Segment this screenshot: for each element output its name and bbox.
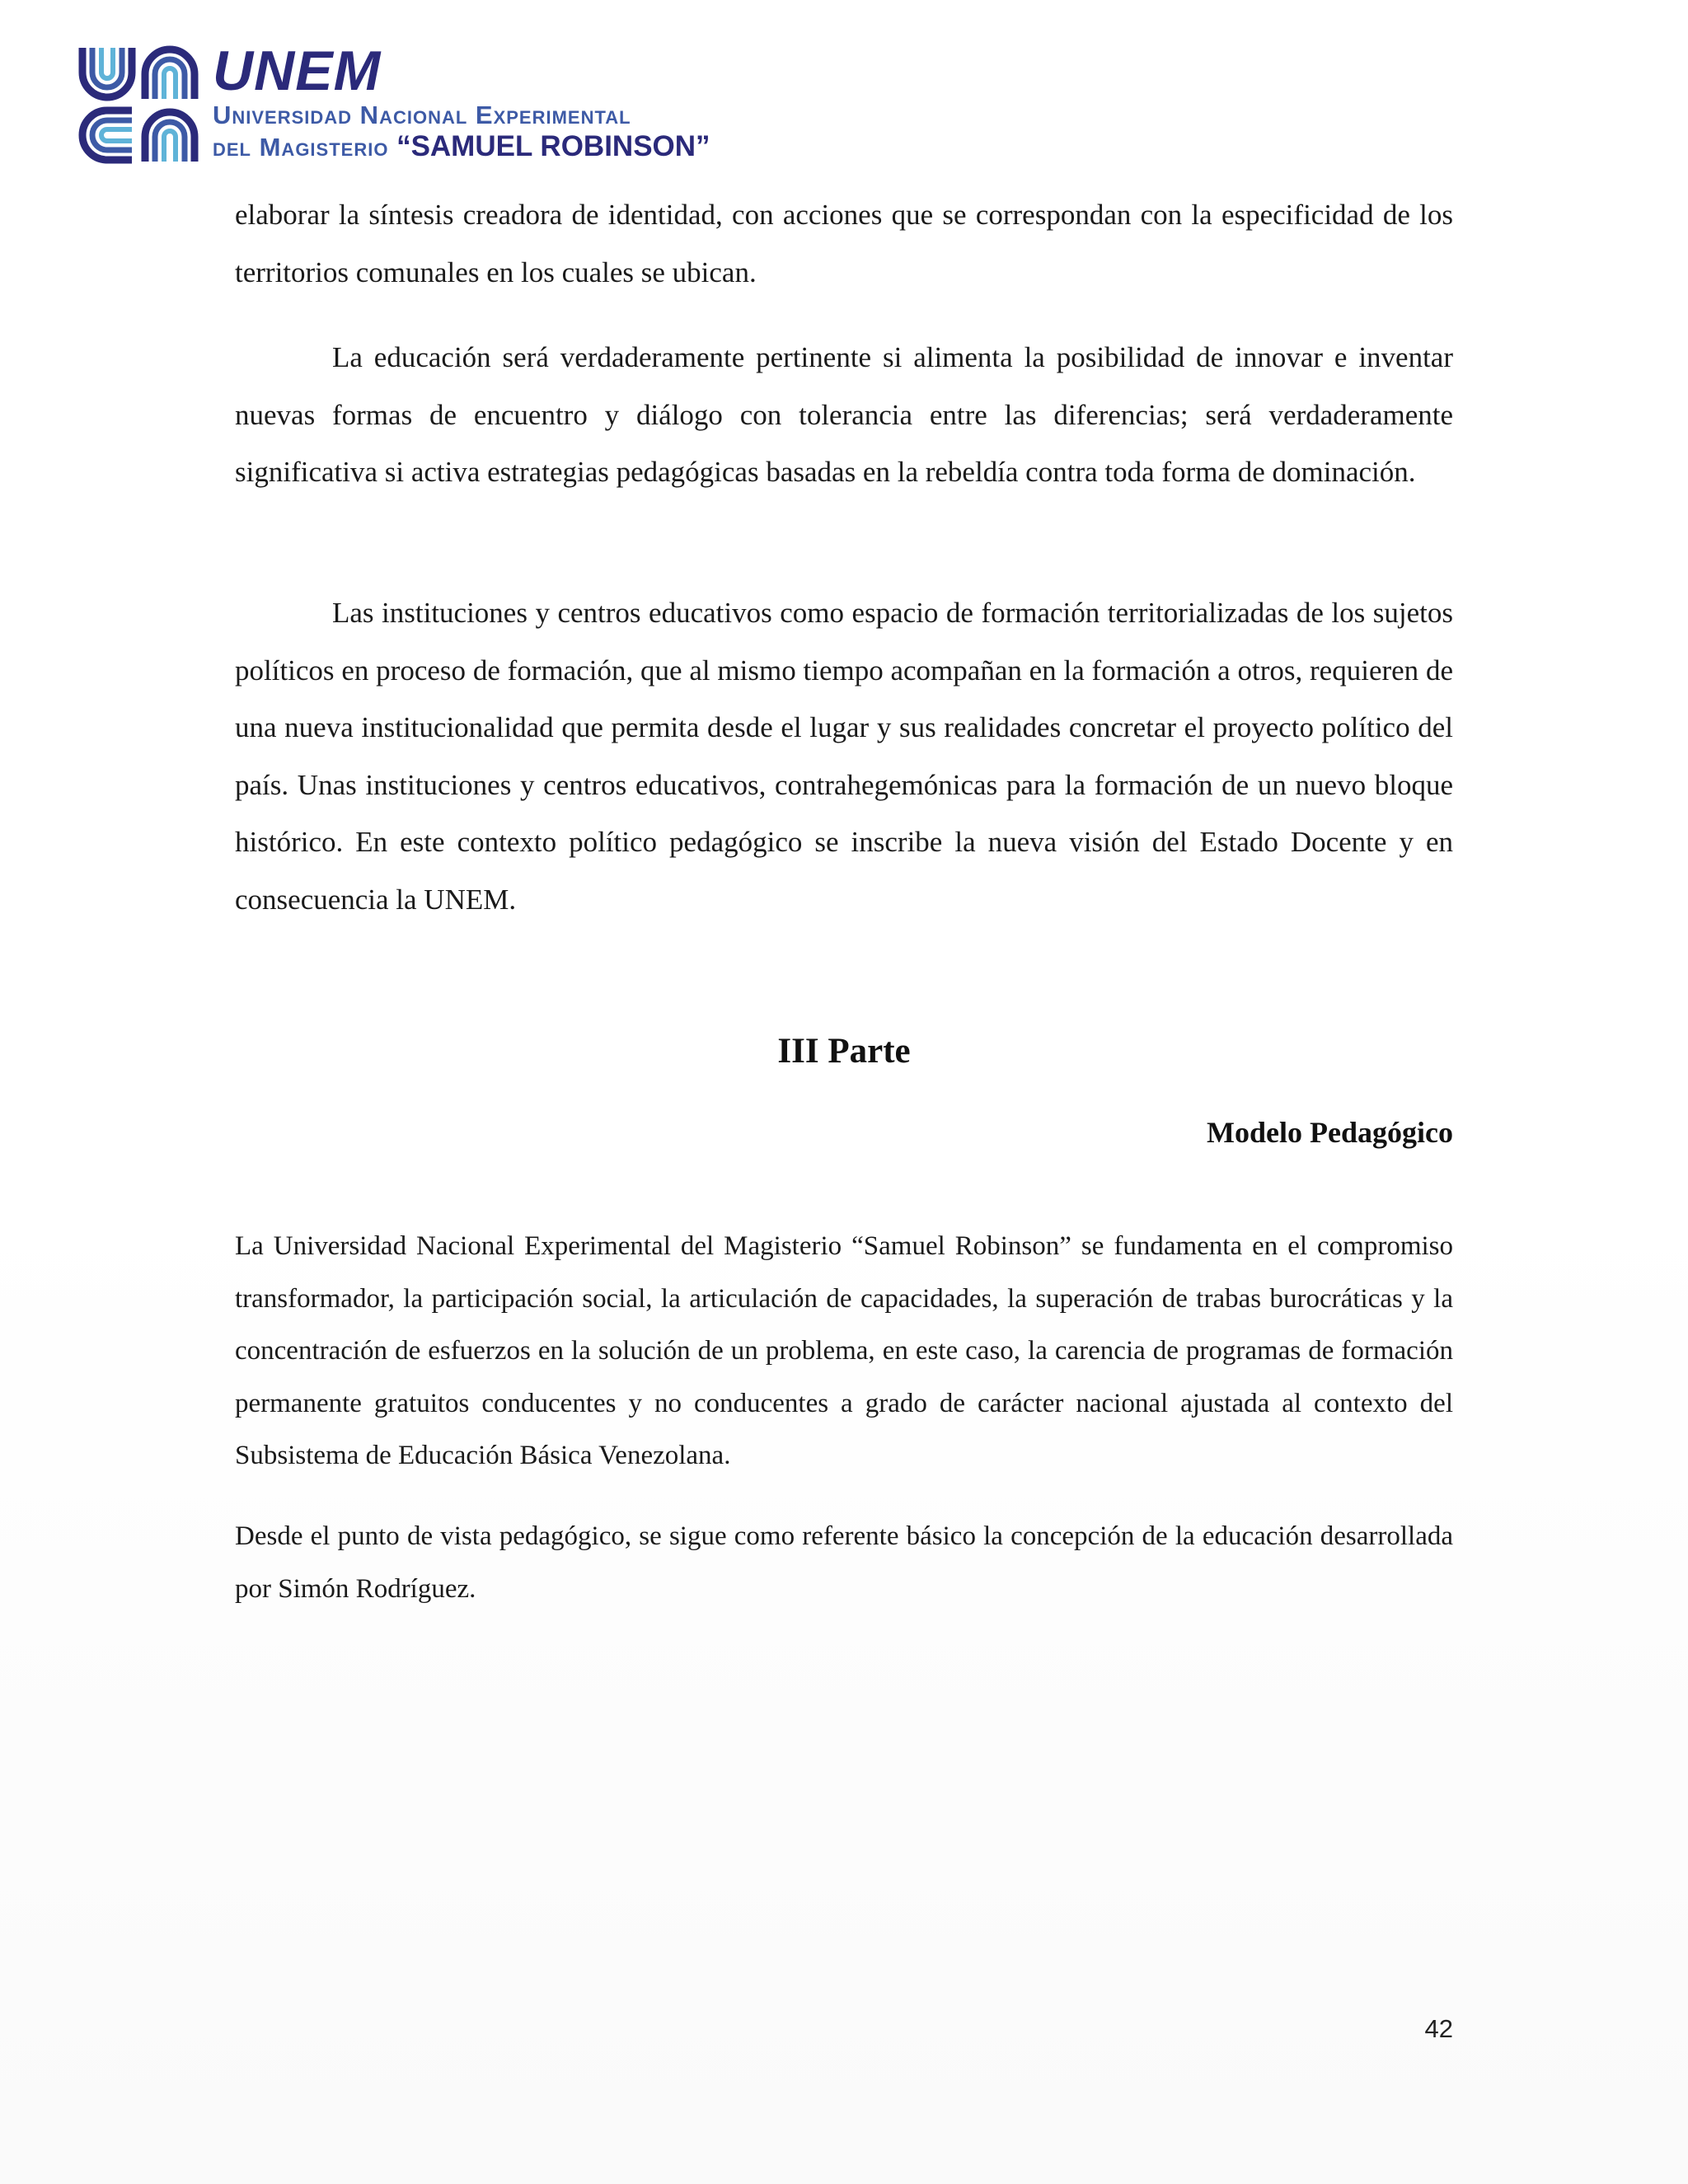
logo-samuel-robinson: “SAMUEL ROBINSON” xyxy=(396,130,710,162)
unem-logo xyxy=(76,40,710,173)
logo-title: UNEM xyxy=(213,40,382,102)
page-number: 42 xyxy=(1424,2014,1453,2043)
logo-magisterio-line xyxy=(213,132,710,161)
unem-logo-icon xyxy=(76,41,208,165)
logo-university-name: Universidad Nacional Experimental xyxy=(213,101,631,129)
paragraph-1: elaborar la síntesis creadora de identidad, con acciones que se correspondan con la especificidad de los territorios comunales en los cuales se ubican. xyxy=(235,199,1453,288)
paragraph-5: Desde el punto de vista pedagógico, se sigue como referente básico la concepción de la educación desarrollada por Simón Rodríguez. xyxy=(235,1521,1453,1604)
paragraph-2: La educación será verdaderamente pertinente si alimenta la posibilidad de innovar e inventar nuevas formas de encuentro y diálogo con tolerancia entre las diferencias; será verdaderamente significativa si activa estrategias pedagógicas basadas en la rebeldía contra toda forma de dominación. xyxy=(235,341,1453,488)
paragraph-3: Las instituciones y centros educativos como espacio de formación territorializadas de los sujetos políticos en proceso de formación, que al mismo tiempo acompañan en la formación a otros, requieren de una nueva institucionalidad que permita desde el lugar y sus realidades concretar el proyecto político del país. Unas instituciones y centros educativos, contrahegemónicas para la formación de un nuevo bloque histórico. En este contexto político pedagógico se inscribe la nueva visión del Estado Docente y en consecuencia la UNEM. xyxy=(235,597,1453,916)
subsection-heading: Modelo Pedagógico xyxy=(1207,1116,1453,1149)
paragraph-4: La Universidad Nacional Experimental del Magisterio “Samuel Robinson” se fundamenta en el compromiso transformador, la participación social, la articulación de capacidades, la superación de trabas burocráticas y la concentración de esfuerzos en la solución de un problema, en este caso, la carencia de programas de formación permanente gratuitos conducentes y no conducentes a grado de carácter nacional ajustada al contexto del Subsistema de Educación Básica Venezolana. xyxy=(235,1231,1453,1470)
section-heading: III Parte xyxy=(777,1032,911,1071)
logo-magisterio-prefix: del Magisterio xyxy=(213,133,397,162)
